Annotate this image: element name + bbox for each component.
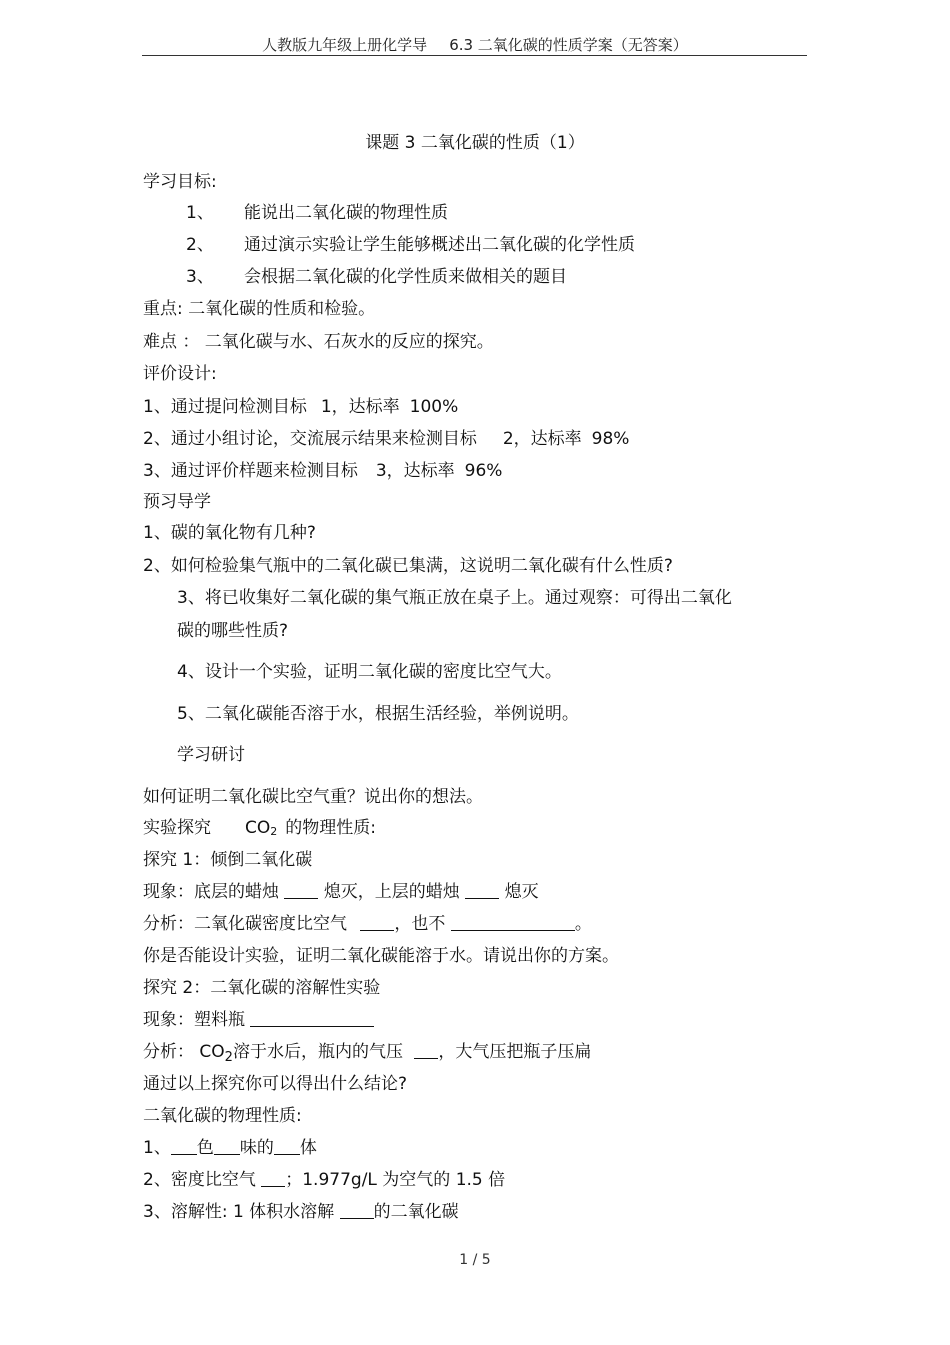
evaluation-item-3: [143, 460, 502, 482]
analysis-2-b: 溶于水后，瓶内的气压: [232, 1042, 403, 1062]
objective-3-text: 会根据二氧化碳的化学性质来做相关的题目: [244, 267, 567, 287]
analysis-1-c: 。: [574, 914, 592, 934]
preview-heading: 预习导学: [143, 492, 211, 512]
preview-question-4: 4、设计一个实验，证明二氧化碳的密度比空气大。: [177, 662, 562, 682]
objective-3-number: 3、: [186, 267, 214, 287]
study-heading: 学习研讨: [177, 745, 245, 765]
evaluation-item-rate: 96%: [464, 461, 503, 481]
phenomenon-1-c: 熄灭: [504, 882, 539, 902]
page-number: 1 / 5: [459, 1252, 491, 1268]
experiment-label: 实验探究: [143, 818, 211, 838]
lesson-title: 课题 3 二氧化碳的性质（1）: [365, 133, 585, 153]
conclusion-question: 通过以上探究你可以得出什么结论?: [143, 1074, 408, 1094]
evaluation-item-target: 1，达标率: [320, 397, 400, 417]
blank-line: [465, 882, 499, 899]
property-1-b: 味的: [239, 1138, 274, 1158]
analysis-2: [143, 1041, 591, 1069]
header-rule: [142, 55, 807, 56]
evaluation-item-text: 2、通过小组讨论，交流展示结果来检测目标: [143, 429, 477, 449]
evaluation-item-rate: 100%: [409, 397, 459, 417]
objective-2-number: 2、: [186, 235, 214, 255]
phenomenon-2: [143, 1009, 374, 1031]
evaluation-item-text: 1、通过提问检测目标: [143, 397, 307, 417]
phenomenon-2-text: 现象：塑料瓶: [143, 1010, 245, 1030]
co2-subscript: 2: [224, 1050, 233, 1065]
page-header: [0, 34, 950, 55]
property-1-c: 体: [299, 1138, 317, 1158]
preview-question-3-line-1: 3、将已收集好二氧化碳的集气瓶正放在桌子上。通过观察：可得出二氧化: [177, 588, 732, 608]
preview-question-1: 1、碳的氧化物有几种?: [143, 523, 316, 543]
properties-heading: 二氧化碳的物理性质:: [143, 1106, 302, 1126]
evaluation-item-rate: 98%: [591, 429, 630, 449]
property-1-a: 色: [196, 1138, 214, 1158]
objective-1-text: 能说出二氧化碳的物理性质: [244, 203, 448, 223]
blank-line: [250, 1010, 374, 1027]
evaluation-item-text: 3、通过评价样题来检测目标: [143, 461, 358, 481]
blank-line: [360, 914, 394, 931]
evaluation-heading: 评价设计:: [143, 364, 217, 384]
property-2-b: ；1.977g/L 为空气的 1.5 倍: [285, 1170, 506, 1190]
co2-formula: CO: [199, 1042, 225, 1062]
property-2: [143, 1169, 505, 1191]
preview-question-2: 2、如何检验集气瓶中的二氧化碳已集满，这说明二氧化碳有什么性质?: [143, 556, 673, 576]
blank-line: [274, 1138, 300, 1155]
analysis-2-a: 分析：: [143, 1042, 194, 1062]
phenomenon-1-b: 熄灭，上层的蜡烛: [323, 882, 460, 902]
evaluation-item-target: 2，达标率: [502, 429, 582, 449]
co2-formula: CO: [245, 818, 271, 838]
co2-subscript: 2: [270, 825, 278, 838]
property-3: [143, 1201, 459, 1223]
analysis-2-c: ，大气压把瓶子压扁: [438, 1042, 592, 1062]
preview-question-5: 5、二氧化碳能否溶于水，根据生活经验，举例说明。: [177, 704, 579, 724]
design-question: 你是否能设计实验，证明二氧化碳能溶于水。请说出你的方案。: [143, 946, 619, 966]
evaluation-item-1: [143, 396, 458, 418]
property-3-b: 的二氧化碳: [373, 1202, 459, 1222]
difficulty: 难点 ： 二氧化碳与水、石灰水的反应的探究。: [143, 332, 494, 352]
phenomenon-1-a: 现象：底层的蜡烛: [143, 882, 279, 902]
header-right: 6.3 二氧化碳的性质学案（无答案）: [449, 36, 688, 54]
blank-line: [284, 882, 318, 899]
blank-line: [340, 1202, 374, 1219]
property-2-a: 2、密度比空气: [143, 1170, 256, 1190]
header-left: 人教版九年级上册化学导: [262, 36, 428, 54]
phenomenon-1: [143, 881, 539, 903]
inquiry-2: 探究 2：二氧化碳的溶解性实验: [143, 978, 381, 998]
objectives-heading: 学习目标:: [143, 172, 217, 192]
analysis-1: [143, 913, 592, 935]
property-1: [143, 1137, 317, 1159]
key-point: 重点: 二氧化碳的性质和检验。: [143, 299, 376, 319]
preview-question-3-line-2: 碳的哪些性质?: [177, 621, 289, 641]
blank-line: [261, 1170, 285, 1187]
study-question: 如何证明二氧化碳比空气重？说出你的想法。: [143, 787, 483, 807]
blank-line: [171, 1138, 197, 1155]
inquiry-1: 探究 1：倾倒二氧化碳: [143, 850, 313, 870]
analysis-1-a: 分析：二氧化碳密度比空气: [143, 914, 347, 934]
property-1-number: 1、: [143, 1138, 171, 1158]
blank-line: [451, 914, 575, 931]
evaluation-item-2: [143, 428, 629, 450]
blank-line: [214, 1138, 240, 1155]
property-3-a: 3、溶解性: 1 体积水溶解: [143, 1202, 335, 1222]
objective-1-number: 1、: [186, 203, 214, 223]
analysis-1-b: ，也不: [394, 914, 446, 934]
objective-2-text: 通过演示实验让学生能够概述出二氧化碳的化学性质: [244, 235, 635, 255]
experiment-rest: 的物理性质:: [285, 818, 376, 838]
blank-line: [414, 1042, 438, 1059]
experiment-line: [143, 817, 376, 843]
evaluation-item-target: 3，达标率: [375, 461, 455, 481]
